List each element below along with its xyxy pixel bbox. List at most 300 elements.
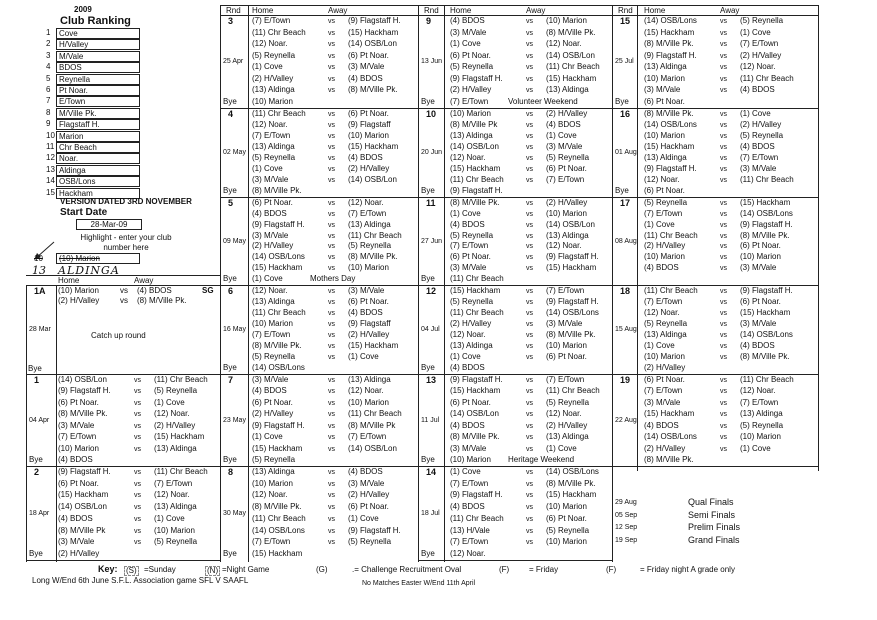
match-away: (1) Cove bbox=[740, 109, 771, 118]
match-away: (10) Marion bbox=[740, 252, 781, 262]
match-home: (11) Chr Beach bbox=[644, 286, 698, 295]
round-date: 16 May bbox=[223, 326, 246, 333]
match-home: (6) Pt Noar. bbox=[252, 198, 293, 207]
match-away: (10) Marion bbox=[348, 131, 389, 140]
match-vs: vs bbox=[526, 232, 533, 240]
match-home: (5) Reynella bbox=[450, 297, 494, 306]
home-header: Home bbox=[450, 6, 472, 15]
match-vs: vs bbox=[526, 504, 533, 512]
match-away: (15) Hackham bbox=[154, 432, 205, 442]
match-vs: vs bbox=[328, 87, 335, 95]
match-home: (8) M/Ville Pk. bbox=[644, 109, 694, 118]
rnd-header: Rnd bbox=[226, 6, 241, 15]
away-header: Away bbox=[526, 6, 546, 15]
match-home: (13) Aldinga bbox=[450, 131, 493, 140]
rnd-header: Rnd bbox=[424, 6, 439, 15]
key-challenge-code: (G) bbox=[316, 565, 328, 574]
match-away: (3) M/Vale bbox=[546, 142, 583, 151]
match-vs: vs bbox=[720, 87, 727, 95]
match-away: (9) Flagstaff H. bbox=[740, 286, 793, 295]
match-vs: vs bbox=[328, 29, 335, 37]
match-vs: vs bbox=[720, 111, 727, 118]
match-away: (10) Marion bbox=[348, 263, 389, 273]
home-header: Home bbox=[58, 276, 80, 285]
match-home: (14) OSB/Lons bbox=[644, 120, 697, 129]
grid-line bbox=[220, 466, 818, 467]
match-home: (11) Chr Beach bbox=[450, 175, 504, 184]
match-away: (14) OSB/Lons bbox=[740, 330, 793, 339]
round-note: Volunteer Weekend bbox=[508, 97, 578, 106]
match-vs: vs bbox=[720, 133, 727, 140]
round-date: 18 Apr bbox=[29, 509, 50, 517]
match-vs: vs bbox=[526, 166, 533, 173]
round-date: 01 Aug bbox=[615, 149, 637, 156]
match-home: (13) Aldinga bbox=[644, 330, 687, 339]
match-away: (4) BDOS bbox=[348, 308, 383, 317]
grid-line bbox=[26, 285, 27, 562]
match-vs: vs bbox=[720, 310, 727, 317]
match-home: (12) Noar. bbox=[644, 308, 680, 317]
match-vs: vs bbox=[526, 210, 533, 218]
match-vs: vs bbox=[720, 232, 727, 240]
match-vs: vs bbox=[328, 411, 335, 419]
match-home: (11) Chr Beach bbox=[644, 230, 698, 240]
away-header: Away bbox=[720, 6, 740, 15]
round-number: 16 bbox=[620, 109, 631, 119]
match-vs: vs bbox=[328, 354, 335, 361]
key-friday-night: = Friday night A grade only bbox=[640, 565, 735, 574]
match-away: (10) Marion bbox=[348, 397, 389, 407]
match-home: (14) OSB/Lon bbox=[58, 502, 107, 512]
match-home: (8) M/Ville Pk bbox=[450, 120, 498, 129]
match-vs: vs bbox=[134, 504, 141, 512]
match-vs: vs bbox=[526, 288, 533, 295]
bye-team: (6) Pt Noar. bbox=[644, 97, 685, 106]
bye-label: Bye bbox=[421, 363, 435, 372]
match-home: (5) Reynella bbox=[644, 198, 688, 207]
round-number: 18 bbox=[620, 286, 631, 296]
match-vs: vs bbox=[134, 388, 141, 396]
match-home: (13) Aldinga bbox=[252, 85, 295, 95]
round-note: Catch up round bbox=[91, 331, 146, 340]
match-home: (10) Marion bbox=[644, 352, 685, 361]
round-date: 25 Jul bbox=[615, 58, 634, 65]
match-home: (5) Reynella bbox=[252, 153, 296, 162]
bye-label: Bye bbox=[615, 97, 629, 106]
match-vs: vs bbox=[134, 515, 141, 523]
match-home: (14) OSB/Lons bbox=[644, 432, 697, 442]
match-away: (3) M/Vale bbox=[740, 263, 777, 273]
match-away: (2) H/Valley bbox=[348, 490, 390, 500]
match-home: (1) Cove bbox=[450, 467, 481, 476]
match-home: (11) Chr Beach bbox=[450, 308, 504, 317]
match-away: (2) H/Valley bbox=[546, 109, 588, 118]
match-vs: vs bbox=[720, 243, 727, 251]
match-home: (4) BDOS bbox=[644, 263, 679, 273]
match-away: (7) E/Town bbox=[348, 432, 387, 442]
match-vs: vs bbox=[328, 504, 335, 512]
bye-team: (10) Marion bbox=[252, 97, 293, 106]
match-away: (5) Reynella bbox=[154, 537, 198, 547]
ranking-club-cell[interactable]: Chr Beach bbox=[56, 142, 140, 153]
match-away: (15) Hackham bbox=[546, 490, 597, 500]
match-vs: vs bbox=[720, 434, 727, 442]
match-away: (8) M/Ville Pk. bbox=[137, 296, 187, 305]
bye-team: (5) Reynella bbox=[252, 455, 296, 464]
match-home: (14) OSB/Lon bbox=[450, 142, 499, 151]
ranking-club-cell[interactable]: M/Vale bbox=[56, 51, 140, 62]
match-away: (1) Cove bbox=[154, 513, 185, 523]
final-date: 19 Sep bbox=[615, 536, 638, 544]
match-away: (5) Reynella bbox=[348, 241, 392, 251]
match-vs: vs bbox=[526, 469, 533, 476]
round-number: 3 bbox=[228, 16, 234, 26]
bye-label: Bye bbox=[421, 97, 435, 106]
final-date: 12 Sep bbox=[615, 524, 638, 531]
match-vs: vs bbox=[526, 354, 533, 361]
match-home: (3) M/Vale bbox=[644, 397, 681, 407]
bye-team: (2) H/Valley bbox=[58, 549, 100, 558]
match-away: (7) E/Town bbox=[740, 397, 779, 407]
match-vs: vs bbox=[720, 321, 727, 328]
match-home: (7) E/Town bbox=[252, 330, 291, 339]
match-away: (3) M/Vale bbox=[348, 62, 385, 72]
ranking-club-cell[interactable]: Pt Noar. bbox=[56, 85, 140, 96]
match-home: (4) BDOS bbox=[450, 219, 485, 229]
bye-label: Bye bbox=[421, 274, 435, 283]
match-away: (6) Pt Noar. bbox=[348, 109, 389, 118]
match-home: (2) H/Valley bbox=[450, 85, 492, 95]
match-vs: vs bbox=[720, 166, 727, 173]
match-away: (12) Noar. bbox=[546, 409, 582, 419]
crossed-entry-number: 10 bbox=[34, 254, 43, 263]
match-home: (15) Hackham bbox=[58, 490, 109, 500]
match-home: (15) Hackham bbox=[450, 386, 501, 396]
match-vs: vs bbox=[328, 539, 335, 547]
match-home: (5) Reynella bbox=[450, 62, 494, 72]
ranking-club-cell[interactable]: Noar. bbox=[56, 153, 140, 164]
round-date: 23 May bbox=[223, 416, 246, 424]
ranking-club-cell[interactable]: H/Valley bbox=[56, 39, 140, 50]
match-home: (9) Flagstaff H. bbox=[252, 420, 305, 430]
match-vs: vs bbox=[720, 64, 727, 72]
grid-line bbox=[637, 5, 638, 471]
match-home: (11) Chr Beach bbox=[252, 109, 306, 118]
bye-team: (12) Noar. bbox=[450, 549, 486, 558]
match-away: (15) Hackham bbox=[546, 263, 597, 273]
match-away: (7) E/Town bbox=[546, 375, 585, 384]
match-away: (2) H/Valley bbox=[154, 420, 196, 430]
match-vs: vs bbox=[134, 411, 141, 419]
match-away: (5) Reynella bbox=[546, 525, 590, 535]
match-away: (3) M/Vale bbox=[348, 478, 385, 488]
grid-line bbox=[818, 5, 819, 471]
match-home: (3) M/Vale bbox=[58, 420, 95, 430]
match-away: (15) Hackham bbox=[348, 142, 399, 151]
match-away: (5) Reynella bbox=[348, 537, 392, 547]
grid-line bbox=[612, 5, 613, 562]
match-away: (6) Pt Noar. bbox=[348, 50, 389, 60]
match-vs: vs bbox=[720, 332, 727, 339]
ranking-club-cell[interactable]: Hackham bbox=[56, 188, 140, 199]
match-vs: vs bbox=[720, 144, 727, 151]
match-away: (15) Hackham bbox=[546, 73, 597, 83]
match-home: (12) Noar. bbox=[450, 330, 486, 339]
match-away: (5) Reynella bbox=[154, 386, 198, 396]
round-number: 15 bbox=[620, 16, 631, 26]
match-home: (6) Pt Noar. bbox=[58, 478, 99, 488]
match-away: (6) Pt Noar. bbox=[546, 164, 587, 173]
ranking-number: 15 bbox=[46, 187, 55, 197]
match-vs: vs bbox=[720, 122, 727, 129]
match-home: (4) BDOS bbox=[450, 16, 485, 25]
match-home: (1) Cove bbox=[450, 352, 481, 361]
round-number: 1 bbox=[34, 375, 40, 385]
match-away: (9) Flagstaff H. bbox=[740, 219, 793, 229]
match-vs: vs bbox=[720, 18, 727, 25]
match-away: (12) Noar. bbox=[546, 241, 582, 251]
match-away: (7) E/Town bbox=[546, 175, 585, 184]
match-home: (1) Cove bbox=[450, 39, 481, 49]
match-vs: vs bbox=[134, 445, 141, 453]
match-vs: vs bbox=[526, 200, 533, 207]
match-vs: vs bbox=[720, 422, 727, 430]
round-number: 13 bbox=[426, 375, 437, 385]
match-vs: vs bbox=[328, 122, 335, 129]
handwritten-club-number[interactable]: 13 bbox=[32, 264, 46, 277]
match-vs: vs bbox=[526, 434, 533, 442]
match-vs: vs bbox=[720, 388, 727, 396]
match-vs: vs bbox=[134, 492, 141, 500]
ranking-club-cell[interactable]: E/Town bbox=[56, 96, 140, 107]
match-away: (3) M/Vale bbox=[740, 164, 777, 173]
bye-team: (10) Marion bbox=[450, 455, 491, 464]
match-home: (2) H/Valley bbox=[58, 296, 100, 305]
grid-line bbox=[26, 560, 220, 561]
match-home: (2) H/Valley bbox=[252, 241, 294, 251]
match-home: (11) Chr Beach bbox=[252, 513, 306, 523]
match-away: (14) OSB/Lons bbox=[546, 467, 599, 476]
match-vs: vs bbox=[720, 265, 727, 273]
key-friday-code: (F) bbox=[499, 565, 510, 574]
round-date: 02 May bbox=[223, 149, 246, 156]
match-away: (14) OSB/Lon bbox=[348, 175, 397, 184]
match-home: (13) Aldinga bbox=[450, 341, 493, 350]
match-away: (8) M/Ville Pk. bbox=[546, 27, 596, 37]
match-vs: vs bbox=[328, 75, 335, 83]
match-vs: vs bbox=[526, 52, 533, 60]
match-away: (5) Reynella bbox=[546, 397, 590, 407]
grid-line bbox=[220, 15, 818, 16]
match-home: (11) Chr Beach bbox=[252, 27, 306, 37]
match-home: (15) Hackham bbox=[450, 286, 501, 295]
match-home: (1) Cove bbox=[450, 208, 481, 218]
ranking-club-cell[interactable]: M/Ville Pk. bbox=[56, 108, 140, 119]
ranking-club-cell[interactable]: Reynella bbox=[56, 74, 140, 85]
match-away: (4) BDOS bbox=[546, 120, 581, 129]
match-away: (9) Flagstaff H. bbox=[546, 252, 599, 262]
match-vs: vs bbox=[720, 343, 727, 350]
match-away: (12) Noar. bbox=[348, 386, 384, 396]
round-note: Heritage Weekend bbox=[508, 455, 575, 464]
match-away: (8) M/Ville Pk. bbox=[740, 230, 790, 240]
match-home: (15) Hackham bbox=[644, 409, 695, 419]
match-away: (4) BDOS bbox=[348, 153, 383, 162]
key-sunday-code: (S) bbox=[126, 566, 137, 575]
round-date: 04 Jul bbox=[421, 326, 440, 333]
bye-label: Bye bbox=[223, 363, 237, 372]
match-away: (15) Hackham bbox=[740, 308, 791, 317]
key-challenge: .= Challenge Recruitment Oval bbox=[352, 565, 462, 574]
match-home: (9) Flagstaff H. bbox=[644, 50, 697, 60]
round-date: 11 Jul bbox=[421, 416, 440, 424]
match-vs: vs bbox=[328, 515, 335, 523]
start-date-field[interactable]: 28-Mar-09 bbox=[76, 219, 142, 230]
bye-label: Bye bbox=[223, 186, 237, 195]
ranking-club-cell[interactable]: Flagstaff H. bbox=[56, 119, 140, 130]
bye-label: Bye bbox=[421, 455, 435, 464]
match-vs: vs bbox=[720, 288, 727, 295]
match-home: (3) M/Vale bbox=[450, 263, 487, 273]
match-vs: vs bbox=[328, 210, 335, 218]
key-night-code: (N) bbox=[207, 566, 219, 575]
match-vs: vs bbox=[328, 243, 335, 251]
match-home: (10) Marion bbox=[644, 252, 685, 262]
easter-note: No Matches Easter W/End 11th April bbox=[362, 580, 476, 587]
match-home: (12) Noar. bbox=[644, 175, 680, 184]
match-vs: vs bbox=[526, 64, 533, 72]
match-vs: vs bbox=[328, 166, 335, 173]
grid-line bbox=[220, 197, 818, 198]
highlight-instruction: Highlight - enter your club number here bbox=[80, 233, 172, 252]
match-vs: vs bbox=[526, 144, 533, 151]
match-home: (2) H/Valley bbox=[252, 409, 294, 419]
match-away: (10) Marion bbox=[546, 208, 587, 218]
match-away: (12) Noar. bbox=[546, 39, 582, 49]
bye-label: Bye bbox=[28, 364, 42, 373]
ranking-club-cell[interactable]: BDOS bbox=[56, 62, 140, 73]
match-vs: vs bbox=[328, 41, 335, 49]
match-away: (10) Marion bbox=[546, 341, 587, 350]
match-home: (13) Aldinga bbox=[644, 62, 687, 72]
match-away: (5) Reynella bbox=[740, 131, 784, 140]
match-vs: vs bbox=[328, 434, 335, 442]
match-away: (2) H/Valley bbox=[546, 420, 588, 430]
match-vs: vs bbox=[134, 469, 141, 476]
match-home: (15) Hackham bbox=[252, 443, 303, 453]
match-away: (14) OSB/Lons bbox=[740, 208, 793, 218]
match-away: (1) Cove bbox=[546, 443, 577, 453]
match-home: (13) H/Vale bbox=[450, 525, 490, 535]
match-home: (3) M/Vale bbox=[644, 85, 681, 95]
match-vs: vs bbox=[526, 515, 533, 523]
match-vs: vs bbox=[720, 445, 727, 453]
match-vs: vs bbox=[120, 286, 128, 295]
match-vs: vs bbox=[720, 41, 727, 49]
bye-team: (11) Chr Beach bbox=[450, 274, 504, 283]
match-vs: vs bbox=[526, 133, 533, 140]
match-home: (4) BDOS bbox=[252, 208, 287, 218]
ranking-club-cell[interactable]: Aldinga bbox=[56, 165, 140, 176]
bye-label: Bye bbox=[29, 455, 43, 464]
club-ranking-title: Club Ranking bbox=[60, 15, 131, 27]
match-away: (12) Noar. bbox=[154, 490, 190, 500]
ranking-number: 11 bbox=[46, 142, 55, 151]
match-home: (3) M/Vale bbox=[450, 443, 487, 453]
match-home: (9) Flagstaff H. bbox=[252, 219, 305, 229]
match-away: (10) Marion bbox=[546, 502, 587, 512]
match-vs: vs bbox=[526, 332, 533, 339]
match-away: (10) Marion bbox=[546, 537, 587, 547]
match-home: (11) Chr Beach bbox=[450, 513, 504, 523]
ranking-club-cell[interactable]: OSB/Lons bbox=[56, 176, 140, 187]
match-away: (1) Cove bbox=[740, 27, 771, 37]
match-away: (15) Hackham bbox=[740, 198, 791, 207]
match-vs: vs bbox=[328, 155, 335, 162]
round-date: 08 Aug bbox=[615, 237, 637, 245]
match-away: (13) Aldinga bbox=[348, 219, 391, 229]
grid-line bbox=[26, 275, 220, 276]
version-line: VERSION DATED 3RD NOVEMBER bbox=[60, 197, 192, 206]
bye-team: (8) M/Ville Pk. bbox=[644, 455, 694, 464]
match-away: (6) Pt Noar. bbox=[740, 241, 781, 251]
match-home: (6) Pt Noar. bbox=[252, 397, 293, 407]
match-home: (8) M/Ville Pk. bbox=[450, 198, 500, 207]
match-home: (7) E/Town bbox=[252, 16, 291, 25]
match-vs: vs bbox=[328, 18, 335, 25]
round-date: 09 May bbox=[223, 237, 246, 245]
match-away: (9) Flagstaff bbox=[348, 319, 391, 328]
match-home: (3) M/Vale bbox=[450, 27, 487, 37]
match-vs: vs bbox=[328, 480, 335, 488]
ranking-number: 14 bbox=[46, 176, 55, 186]
match-away: (2) H/Valley bbox=[348, 330, 390, 339]
ranking-number: 2 bbox=[46, 39, 51, 49]
ranking-club-cell[interactable]: Marion bbox=[56, 131, 140, 142]
match-home: (7) E/Town bbox=[450, 241, 489, 251]
key-night: =Night Game bbox=[222, 565, 270, 574]
match-home: (4) BDOS bbox=[58, 513, 93, 523]
home-header: Home bbox=[644, 6, 666, 15]
match-away: (11) Chr Beach bbox=[740, 73, 794, 83]
match-home: (7) E/Town bbox=[58, 432, 97, 442]
match-away: (11) Chr Beach bbox=[546, 386, 600, 396]
ranking-number: 9 bbox=[46, 119, 51, 129]
match-away: (15) Hackham bbox=[348, 341, 399, 350]
ranking-club-cell[interactable]: Cove bbox=[56, 28, 140, 39]
match-away: (7) E/Town bbox=[348, 208, 387, 218]
match-home: (2) H/Valley bbox=[252, 73, 294, 83]
match-away: (10) Marion bbox=[546, 16, 587, 25]
bye-label: Bye bbox=[29, 549, 43, 558]
match-away: (11) Chr Beach bbox=[154, 375, 208, 384]
match-away: (13) Aldinga bbox=[546, 432, 589, 442]
match-vs: vs bbox=[328, 321, 335, 328]
match-vs: vs bbox=[328, 332, 335, 339]
match-home: (5) Reynella bbox=[450, 230, 494, 240]
match-vs: vs bbox=[328, 200, 335, 207]
round-number: 11 bbox=[426, 198, 436, 208]
match-home: (15) Hackham bbox=[644, 27, 695, 37]
round-number: 2 bbox=[34, 467, 40, 477]
year-label: 2009 bbox=[74, 5, 92, 14]
match-home: (7) E/Town bbox=[450, 478, 489, 488]
match-vs: vs bbox=[720, 200, 727, 207]
match-vs: vs bbox=[526, 399, 533, 407]
match-home: (9) Flagstaff H. bbox=[450, 375, 503, 384]
match-away: (13) Aldinga bbox=[546, 85, 589, 95]
match-away: (10) Marion bbox=[154, 525, 195, 535]
